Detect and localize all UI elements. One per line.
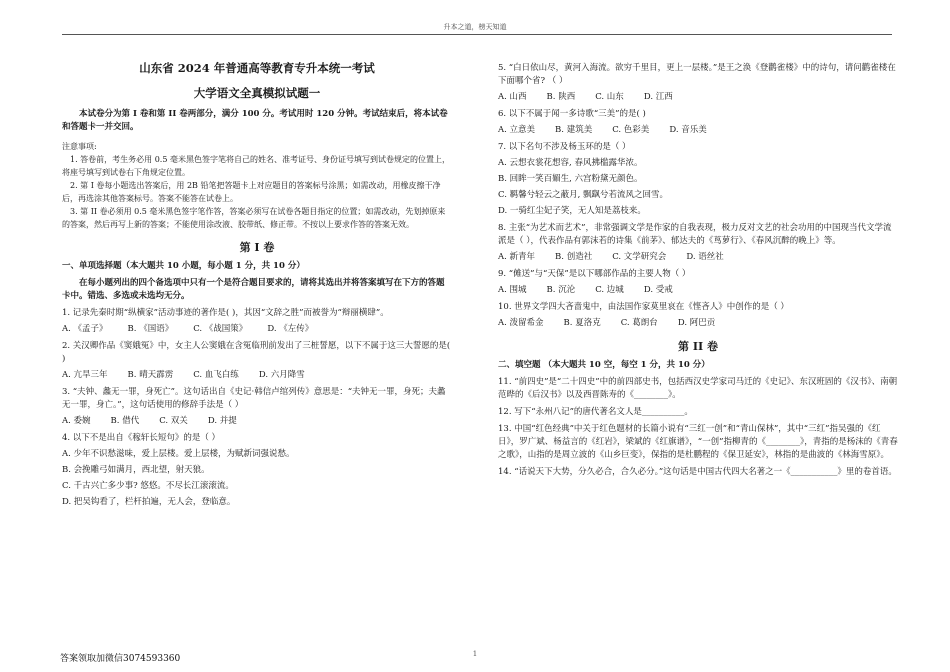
- question-2-options: [62, 369, 452, 382]
- option: C. 《战国策》: [193, 324, 248, 334]
- option: A. 立意美: [498, 125, 536, 135]
- question-14: 14. “话说天下大势，分久必合，合久必分。”这句话是中国古代四大名著之一《___________》里的卷首语。: [498, 467, 897, 477]
- option: A. 云想衣裳花想容, 春风拂槛露华浓。: [498, 158, 643, 168]
- option: D. 音乐美: [669, 125, 707, 135]
- option: D. 把吴钩看了，栏杆拍遍，无人会，登临意。: [62, 497, 236, 507]
- option: A. 新青年: [498, 252, 536, 262]
- option: C. 葛朗台: [620, 318, 658, 328]
- option: A. 围城: [498, 285, 527, 295]
- part1-title: 第 I 卷: [239, 241, 275, 254]
- exam-title: 山东省 2024 年普通高等教育专升本统一考试: [139, 61, 375, 75]
- footer-note: 答案领取加微信3074593360: [60, 654, 181, 664]
- question-13: 13. 中国“红色经典”中关于红色题材的长篇小说有“三红一创”和“青山保林”，其中“三红”指吴强的《红日》，罗广斌、杨益言的《红岩》，梁斌的《红旗谱》，“一创”指柳青的《________》，青指的是杨沫的《青春之歌》，山指的是周立波的《山乡巨变》，保指的是杜鹏程的《保卫延安》，林指的是曲波的《林海雪原》。: [498, 424, 898, 460]
- option: D. 江西: [643, 92, 673, 102]
- question-3-options: [62, 415, 452, 428]
- page-number: 1: [472, 650, 478, 658]
- question-10: 10. 世界文学四大吝啬鬼中，由法国作家莫里哀在《悭吝人》中创作的是（ ）: [498, 302, 789, 312]
- option: C. 色彩美: [612, 125, 650, 135]
- part2-title: 第 II 卷: [678, 340, 718, 353]
- page-header: 升本之道，榜天知道: [443, 23, 507, 31]
- left-column: [62, 62, 452, 509]
- question-4: 4. 以下不是出自《稼轩长短句》的是（ ）: [62, 433, 221, 443]
- option: C. 山东: [595, 92, 624, 102]
- option: C. 千古兴亡多少事? 悠悠。不尽长江滚滚流。: [62, 481, 234, 491]
- option: B. 晴天霹雳: [127, 370, 174, 380]
- note-item: 2. 第 I 卷每小题选出答案后，用 2B 铅笔把答题卡上对应题目的答案标号涂黑；如需改动，用橡皮擦干净后，再选涂其他答案标号。答案不能答在试卷上。: [62, 181, 441, 203]
- option: C. 边城: [595, 285, 624, 295]
- note-item: 1. 答卷前，考生务必用 0.5 毫米黑色签字笔将自己的姓名、准考证号、身份证号填写到试卷规定的位置上，将座号填写到试卷右下角规定位置。: [62, 155, 450, 177]
- option: B. 建筑美: [555, 125, 593, 135]
- option: B. 《国语》: [127, 324, 174, 334]
- question-1-options: [62, 323, 452, 336]
- option: B. 沉沦: [546, 285, 576, 295]
- option: B. 夏洛克: [563, 318, 601, 328]
- option: D. 并提: [207, 416, 237, 426]
- question-3: 3. “夫钟、蠡无一罪，身死亡”。这句话出自《史记·韩信卢绾列传》意思是：“夫钟无一罪，身死；夫蠡无一罪，身亡。”，这句话使用的修辞手法是（ ）: [62, 387, 446, 410]
- question-2: 2. 关汉卿作品《窦娥冤》中，女主人公窦娥在含冤临刑前发出了三桩誓愿，以下不属于这三大誓愿的是( ): [62, 341, 451, 364]
- option: C. 双关: [159, 416, 188, 426]
- question-9: 9. “傩送”与“天保”是以下哪部作品的主要人物（ ）: [498, 269, 691, 279]
- option: B. 回眸一笑百媚生, 六宫粉黛无颜色。: [498, 174, 643, 184]
- option: D. 语丝社: [686, 252, 724, 262]
- exam-intro: 本试卷分为第 I 卷和第 II 卷两部分，满分 100 分。考试用时 120 分钟。考试结束后，将本试卷和答题卡一并交回。: [62, 109, 448, 132]
- note-item: 3. 第 II 卷必须用 0.5 毫米黑色签字笔作答，答案必须写在试卷各题目指定的位置；如需改动，先划掉原来的答案，然后再写上新的答案；不能使用涂改液、胶带纸、修正带。不按以上要求作答的答案无效。: [62, 207, 446, 229]
- option: B. 会挽雕弓如满月，西北望，射天狼。: [62, 465, 210, 475]
- option: D. 六月降雪: [258, 370, 305, 380]
- option: D. 一骑红尘妃子笑，无人知是荔枝来。: [498, 206, 646, 216]
- option: A. 山西: [498, 92, 527, 102]
- question-5-options: [498, 91, 898, 104]
- option: D. 阿巴贡: [677, 318, 716, 328]
- section2-heading: 二、填空题 （本大题共 10 空，每空 1 分，共 10 分）: [498, 360, 710, 370]
- question-8: 8. 主张“为艺术而艺术”，非常强调文学是作家的自我表现，极力反对文艺的社会功用的中国现当代文学流派是（ ），代表作品有郭沫若的诗集《前茅》、郁达夫的《茑萝行》、《春风沉醉的晚上》等。: [498, 223, 892, 246]
- question-6: 6. 以下不属于闻一多诗歌“三美”的是( ): [498, 109, 646, 119]
- section1-heading: 一、单项选择题（本大题共 10 小题，每小题 1 分，共 10 分）: [62, 261, 305, 271]
- question-12: 12. 写下“永州八记”的唐代著名文人是__________。: [498, 407, 693, 417]
- question-1: 1. 记录先秦时期“纵横家”活动事迹的著作是( )，其因“文辞之胜”而被誉为“辩丽横肆”。: [62, 308, 389, 318]
- header-rule: [62, 34, 892, 35]
- option: D. 受戒: [643, 285, 673, 295]
- right-column: [498, 62, 898, 479]
- option: A. 少年不识愁滋味，爱上层楼。爱上层楼，为赋新词强说愁。: [62, 449, 295, 459]
- question-8-options: [498, 251, 898, 264]
- option: A. 泼留希金: [498, 318, 544, 328]
- option: C. 羁馨兮轻云之蔽月, 飘飖兮若流风之回雪。: [498, 190, 669, 200]
- question-9-options: [498, 284, 898, 297]
- option: B. 借代: [110, 416, 140, 426]
- option: A. 亢旱三年: [62, 370, 108, 380]
- option: A. 委婉: [62, 416, 91, 426]
- section1-instruction: 在每小题列出的四个备选项中只有一个是符合题目要求的，请将其选出并将答案填写在下方的答题卡中。错选、多选或未选均无分。: [62, 278, 445, 301]
- exam-subtitle: 大学语文全真模拟试题一: [193, 86, 321, 100]
- question-10-options: [498, 317, 898, 330]
- option: C. 文学研究会: [612, 252, 667, 262]
- question-11: 11. “前四史”是“二十四史”中的前四部史书，包括西汉史学家司马迁的《史记》、东汉班固的《汉书》、南朝范晔的《后汉书》以及西晋陈寿的《________》。: [498, 377, 898, 400]
- option: A. 《孟子》: [62, 324, 108, 334]
- option: C. 血飞白练: [193, 370, 239, 380]
- option: B. 创造社: [555, 252, 593, 262]
- question-7: 7. 以下名句不涉及杨玉环的是（ ）: [498, 142, 631, 152]
- option: D. 《左传》: [267, 324, 314, 334]
- question-5: 5. “白日依山尽，黄河入海流。欲穷千里目，更上一层楼。”是王之涣《登鹳雀楼》中的诗句，请问鹳雀楼在下面哪个省? （ ）: [498, 63, 896, 86]
- question-6-options: [498, 124, 898, 137]
- option: B. 陕西: [546, 92, 576, 102]
- notes-heading: 注意事项:: [62, 142, 97, 151]
